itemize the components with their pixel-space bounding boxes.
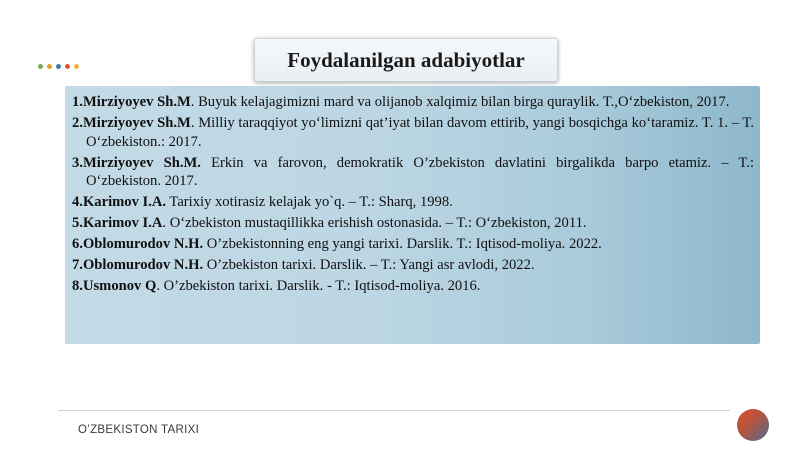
reference-item bbox=[72, 93, 754, 112]
reference-item bbox=[72, 277, 754, 296]
decorative-dot bbox=[74, 64, 79, 69]
reference-author: 2.Mirziyoyev Sh.M bbox=[72, 114, 191, 131]
reference-item bbox=[72, 154, 754, 191]
decorative-dot bbox=[65, 64, 70, 69]
reference-author: 8.Usmonov Q bbox=[72, 278, 157, 295]
reference-text: Tarixiy xotirasiz kelajak yo`q. – T.: Sharq, 1998. bbox=[166, 194, 453, 211]
reference-text: . O‘zbekiston mustaqillikka erishish ostonasida. – T.: O‘zbekiston, 2011. bbox=[162, 215, 587, 232]
reference-item bbox=[72, 235, 754, 254]
decorative-dot bbox=[47, 64, 52, 69]
decorative-dot bbox=[56, 64, 61, 69]
reference-item bbox=[72, 214, 754, 233]
reference-author: 3.Mirziyoyev Sh.M. bbox=[72, 154, 201, 171]
reference-item bbox=[72, 256, 754, 275]
reference-text: O’zbekistonning eng yangi tarixi. Darslik. T.: Iqtisod-moliya. 2022. bbox=[203, 236, 602, 253]
decorative-dot bbox=[38, 64, 43, 69]
decorative-circle bbox=[737, 409, 769, 441]
reference-author: 1.Mirziyoyev Sh.M bbox=[72, 94, 191, 110]
reference-text: . Milliy taraqqiyot yo‘limizni qat’iyat bilan davom ettirib, yangi bosqichga ko‘taramiz. T. 1. – T. O‘zbekiston.: 2017. bbox=[86, 114, 754, 150]
footer-label: O’ZBEKISTON TARIXI bbox=[78, 424, 200, 436]
reference-text: . Buyuk kelajagimizni mard va olijanob xalqimiz bilan birga quraylik. T.,O‘zbekiston, 2017. bbox=[190, 94, 730, 110]
decorative-dots bbox=[38, 64, 79, 69]
reference-author: 6.Oblomurodov N.H. bbox=[72, 236, 204, 253]
reference-text: O’zbekiston tarixi. Darslik. – T.: Yangi asr avlodi, 2022. bbox=[203, 257, 535, 274]
reference-author: 4.Karimov I.A. bbox=[72, 194, 167, 211]
reference-text: Erkin va farovon, demokratik O’zbekiston davlatini birgalikda barpo etamiz. – T.: O‘zbekiston. 2017. bbox=[86, 154, 754, 190]
reference-item bbox=[72, 193, 754, 212]
reference-author: 5.Karimov I.A bbox=[72, 215, 163, 232]
reference-author: 7.Oblomurodov N.H. bbox=[72, 257, 204, 274]
slide-title: Foydalanilgan adabiyotlar bbox=[254, 38, 558, 82]
reference-item bbox=[72, 114, 754, 151]
references-list bbox=[72, 93, 754, 298]
footer-divider bbox=[58, 410, 730, 411]
reference-text: . O’zbekiston tarixi. Darslik. - T.: Iqtisod-moliya. 2016. bbox=[156, 278, 481, 295]
